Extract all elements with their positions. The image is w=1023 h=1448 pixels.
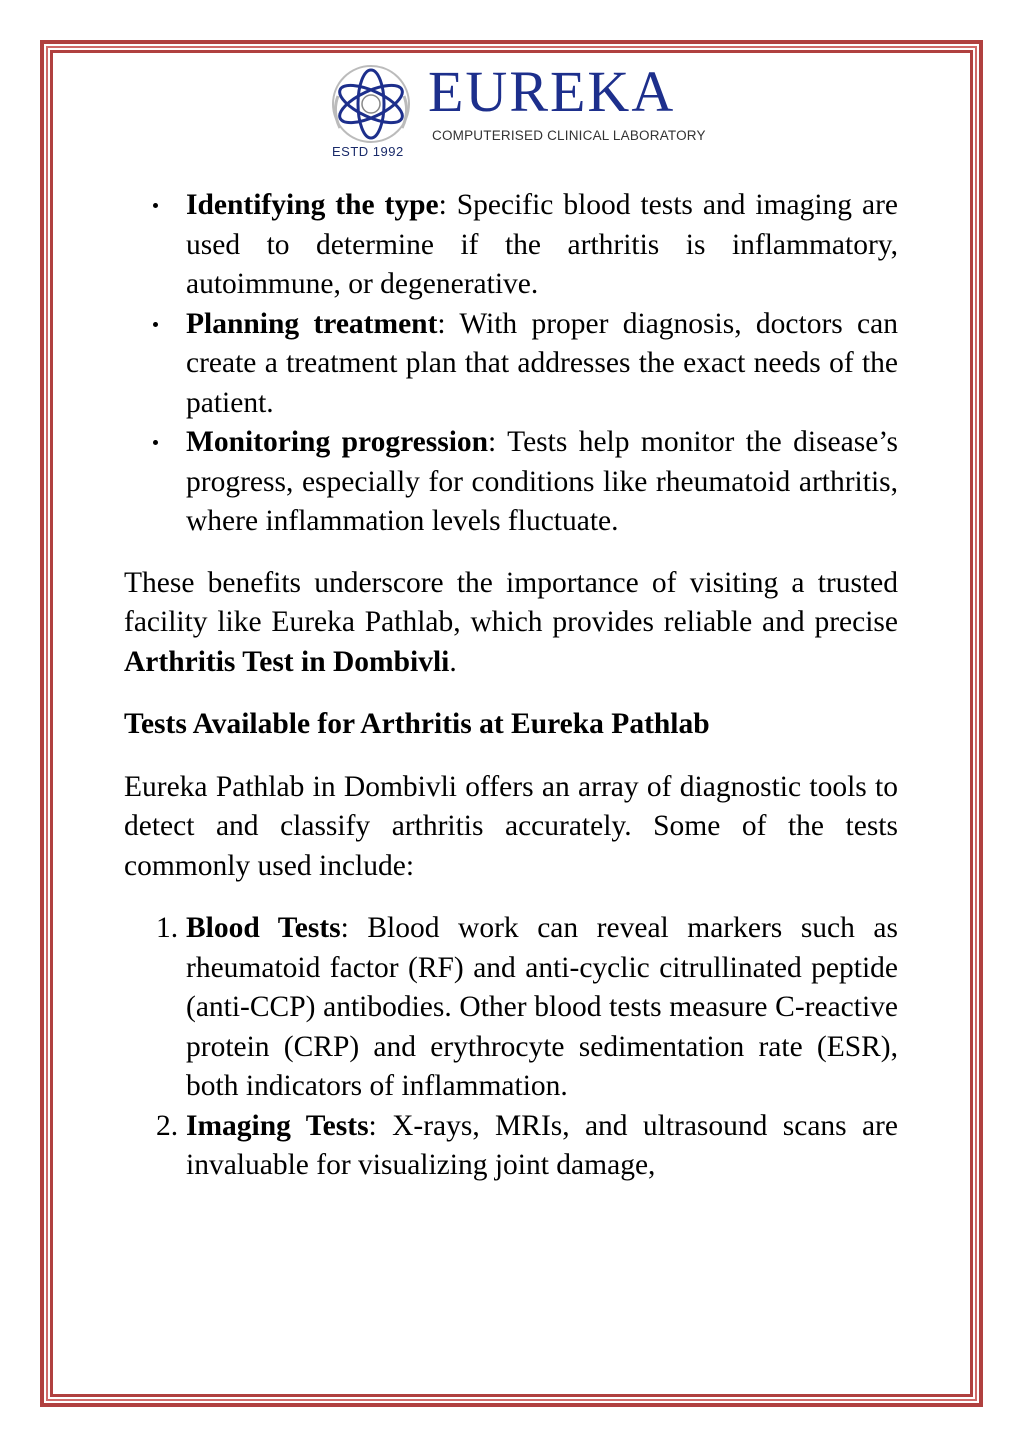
test-text: : Blood work can reveal markers such as rheumatoid factor (RF) and anti-cyclic citrullinated peptide (anti-CCP) antibodies. Other blood tests measure C-reactive protein (CRP) and erythrocyte sedimentation rate (ESR), both indicators of inflammation. xyxy=(186,912,899,1102)
logo-subtitle: COMPUTERISED CLINICAL LABORATORY xyxy=(432,128,706,143)
bullet-term: Monitoring progression xyxy=(186,426,489,458)
bullet-text: : Tests help monitor the disease’s progress, especially for conditions like rheumatoid arthritis, where inflammation levels fluctuate. xyxy=(186,426,898,537)
intro-paragraph: Eureka Pathlab in Dombivli offers an array of diagnostic tools to detect and classify arthritis accurately. Some of the tests commonly used include: xyxy=(124,770,898,882)
list-number: 1. xyxy=(156,912,179,944)
benefits-paragraph xyxy=(124,564,898,683)
bullet-term: Planning treatment xyxy=(186,307,438,340)
paragraph-end: . xyxy=(449,645,457,678)
logo-name: EUREKA xyxy=(428,59,676,124)
bullet-term: Identifying the type xyxy=(186,189,439,221)
list-item xyxy=(124,186,898,305)
list-item xyxy=(124,1107,898,1186)
list-item xyxy=(124,909,898,1107)
list-number: 2. xyxy=(156,1109,179,1142)
list-item xyxy=(124,305,898,424)
bullet-text: : With proper diagnosis, doctors can create a treatment plan that addresses the exact needs of the patient. xyxy=(186,307,898,419)
paragraph-text: These benefits underscore the importance of visiting a trusted facility like Eureka Pathlab, which provides reliable and precise xyxy=(124,566,898,638)
test-term: Blood Tests xyxy=(186,912,341,944)
test-term: Imaging Tests xyxy=(186,1109,369,1142)
bullet-text: : Specific blood tests and imaging are used to determine if the arthritis is inflammatory, autoimmune, or degenerative. xyxy=(186,189,898,300)
logo-estd: ESTD 1992 xyxy=(332,144,404,159)
bullet-icon xyxy=(153,203,158,208)
section-heading: Tests Available for Arthritis at Eureka Pathlab xyxy=(124,708,710,740)
bullet-icon xyxy=(153,322,158,327)
list-item xyxy=(124,423,898,542)
bullet-icon xyxy=(153,440,158,445)
eureka-logo xyxy=(322,59,714,159)
tests-list xyxy=(124,909,898,1186)
atom-emblem-icon xyxy=(322,62,420,146)
paragraph-bold-phrase: Arthritis Test in Dombivli xyxy=(124,645,450,678)
benefits-list xyxy=(124,186,898,542)
document-body xyxy=(124,186,898,1186)
test-text: : X-rays, MRIs, and ultrasound scans are invaluable for visualizing joint damage, xyxy=(186,1109,898,1181)
